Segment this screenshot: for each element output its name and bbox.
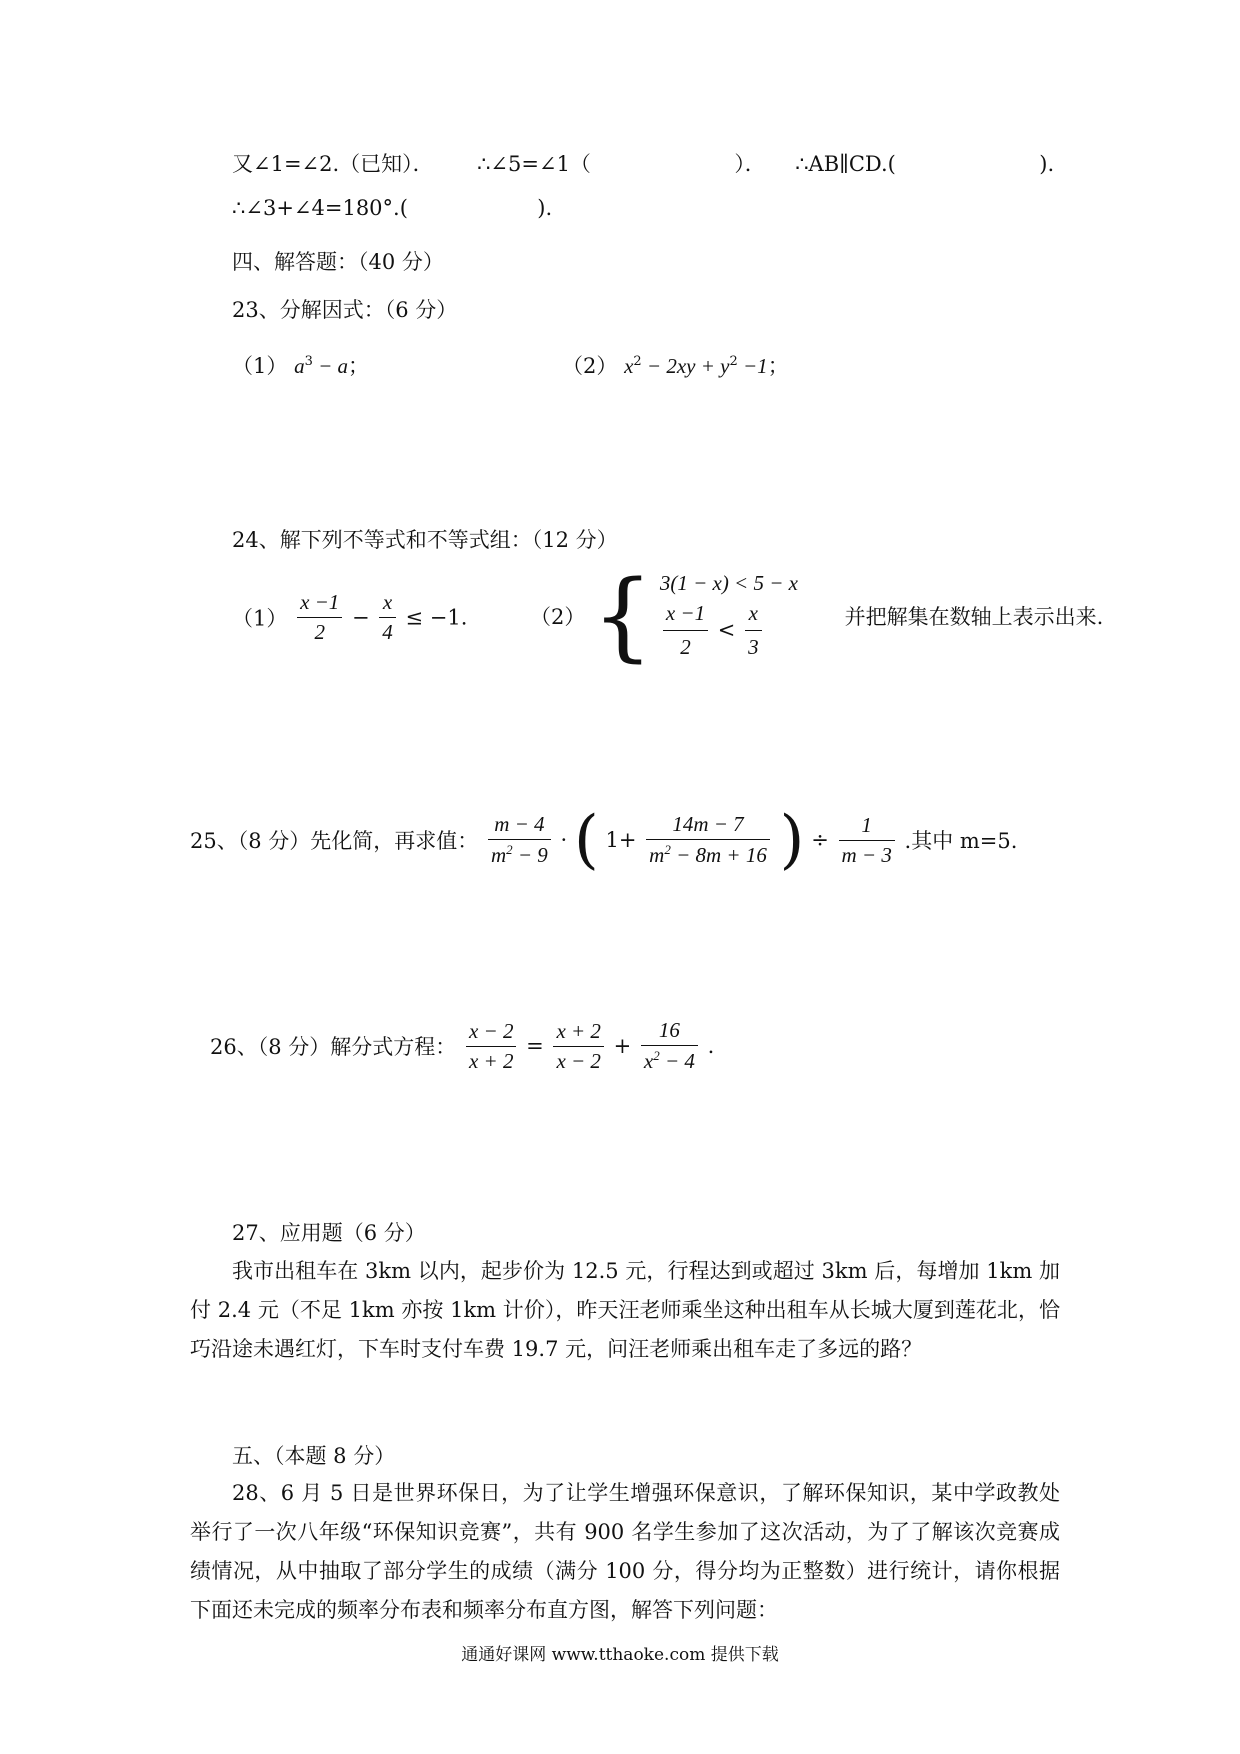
q22-line-2: ∴∠3+∠4=180°.( ).: [232, 196, 553, 220]
fraction: $\frac{x}{4}$: [379, 590, 396, 645]
fraction: $\frac{m - 4}{m^2 - 9}$: [488, 812, 551, 868]
fraction: $\frac{16}{x^2 - 4}$: [641, 1018, 698, 1074]
right-paren: ): [779, 803, 805, 877]
q26: 26、（8 分）解分式方程： $\frac{x - 2}{x + 2}$ = $\frac{x + 2}{x - 2}$ + $\frac{16}{x^2 - 4}$ .: [210, 1018, 715, 1073]
page-footer: 通通好课网 www.tthaoke.com 提供下载: [461, 1645, 779, 1665]
q24-part-1: （1） $\frac{x -1}{2}$ − $\frac{x}{4}$ ≤ −1.: [232, 590, 468, 644]
q22-given: 又∠1=∠2.（已知）．: [232, 152, 434, 176]
q28-body: 28、6 月 5 日是世界环保日，为了让学生增强环保意识，了解环保知识，某中学政教处举行了一次八年级“环保知识竞赛”，共有 900 名学生参加了这次活动，为了了解该次竞赛成绩情况，从中抽取了部分学生的成绩（满分 100 分，得分均为正整数）进行统计，请你根据下面还未完成的频率分布表和频率分布直方图，解答下列问题：: [190, 1481, 1060, 1622]
system-line-1: 3(1 − x) < 5 − x: [659, 571, 798, 596]
fraction: $\frac{1}{m - 3}$: [839, 813, 895, 868]
q25: 25、（8 分）先化简，再求值： $\frac{m - 4}{m^2 - 9}$ · ( 1+ $\frac{14m - 7}{m^2 - 8m + 16}$ ) ÷ $\frac{1}{m - 3}$ .其中 m=5.: [190, 803, 1018, 877]
fraction: $\frac{14m - 7}{m^2 - 8m + 16}$: [646, 812, 770, 868]
fraction: $\frac{x + 2}{x - 2}$: [553, 1019, 604, 1074]
q24-note: 并把解集在数轴上表示出来.: [844, 605, 1104, 629]
q24-part-2: （2） { 3(1 − x) < 5 − x $\frac{x -1}{2}$ < $\frac{x}{3}$ 并把解集在数轴上表示出来.: [530, 560, 1104, 672]
fraction: $\frac{x}{3}$: [745, 599, 762, 663]
fraction: $\frac{x -1}{2}$: [297, 590, 342, 645]
q23-part-1: （1） $a^3 - a$；: [232, 354, 370, 378]
system-line-2: $\frac{x -1}{2}$ < $\frac{x}{3}$: [660, 599, 798, 663]
q22-parallel: ∴AB∥CD.(: [795, 152, 896, 176]
fraction: $\frac{x -1}{2}$: [663, 599, 708, 663]
left-paren: (: [573, 803, 599, 877]
q22-angle5: ∴∠5=∠1（: [477, 152, 591, 176]
section-5-heading: 五、（本题 8 分）: [232, 1444, 396, 1468]
q23-part-2: （2） $x^2 - 2xy + y^2 -1$；: [562, 354, 789, 378]
q22-angle-sum: ∴∠3+∠4=180°.(: [232, 196, 408, 220]
q27-title: 27、应用题（6 分）: [232, 1221, 426, 1245]
q27-body: 我市出租车在 3km 以内，起步价为 12.5 元，行程达到或超过 3km 后，每增加 1km 加付 2.4 元（不足 1km 亦按 1km 计价），昨天汪老师乘坐这种出租车从长城大厦到莲花北，恰巧沿途未遇红灯，下车时支付车费 19.7 元，问汪老师乘出租车走了多远的路？: [190, 1259, 1060, 1361]
q23-title: 23、分解因式：（6 分）: [232, 298, 458, 322]
system-brace: {: [592, 560, 654, 672]
q24-title: 24、解下列不等式和不等式组：（12 分）: [232, 528, 618, 552]
section-4-heading: 四、解答题：（40 分）: [232, 250, 444, 274]
fraction: $\frac{x - 2}{x + 2}$: [466, 1019, 517, 1074]
q22-line-1: 又∠1=∠2.（已知）． ∴∠5=∠1（ ）． ∴AB∥CD.( ).: [232, 152, 1055, 176]
